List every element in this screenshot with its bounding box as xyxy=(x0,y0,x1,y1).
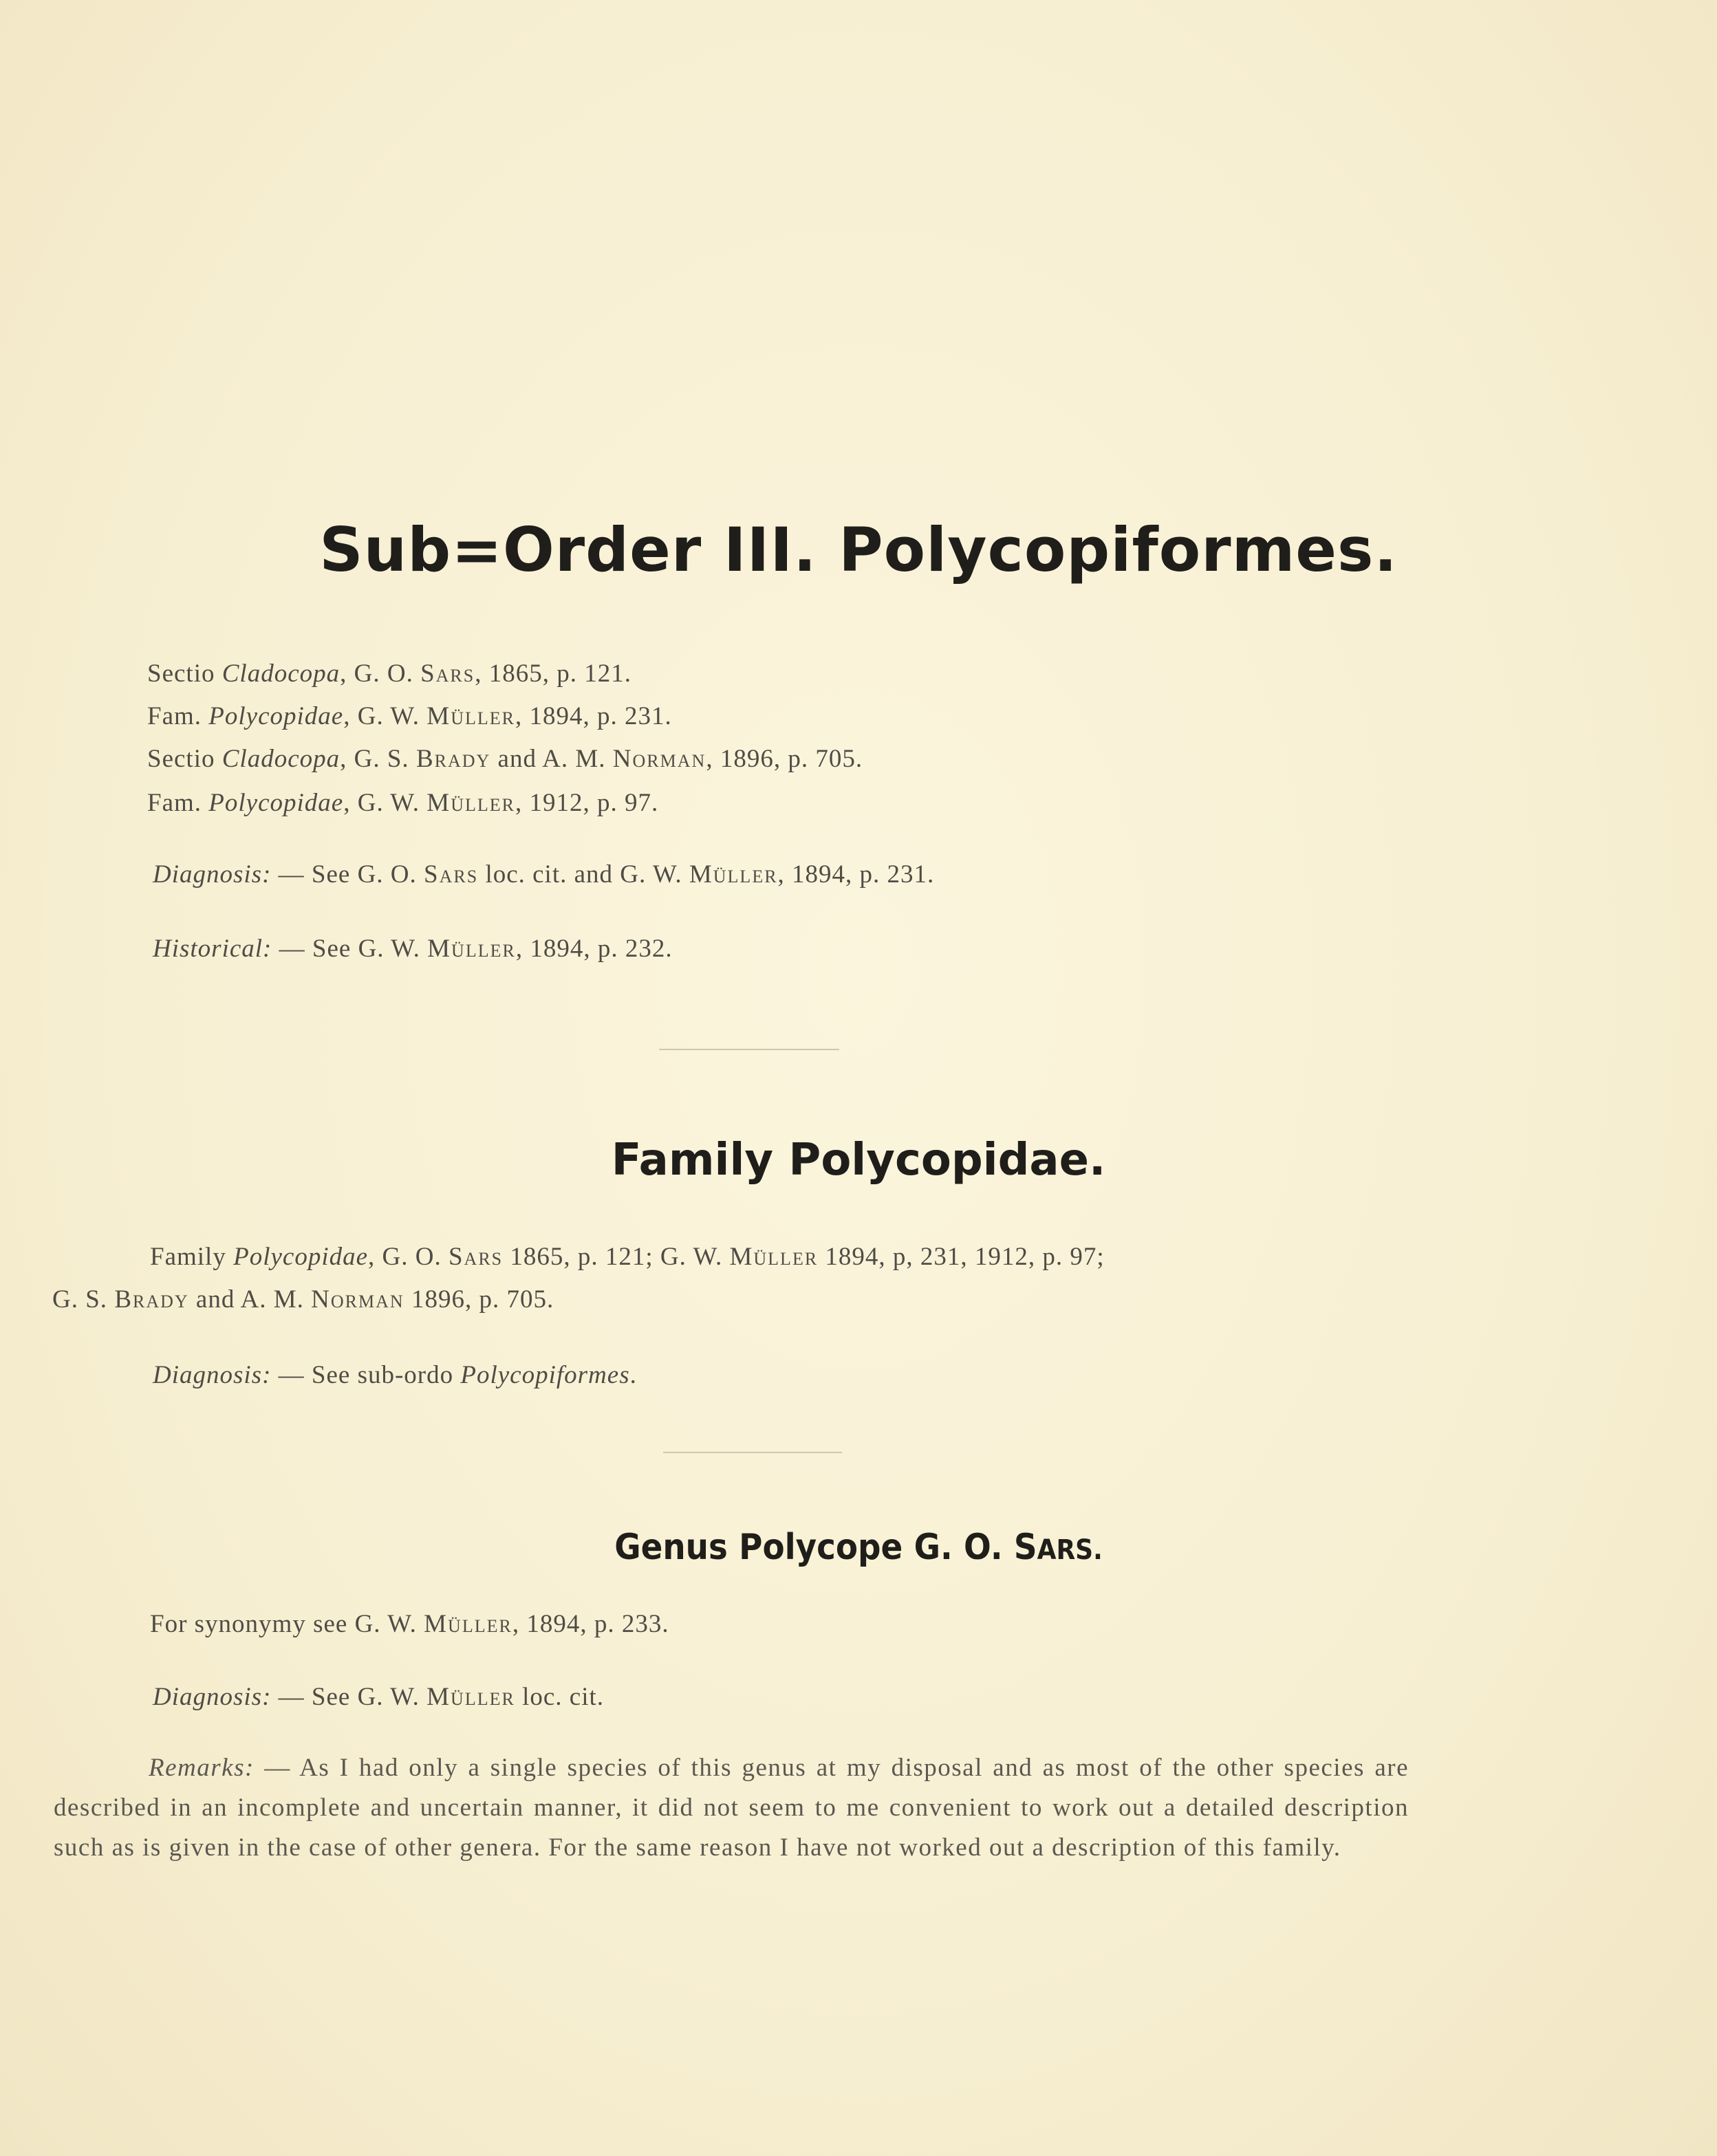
author-name: Müller xyxy=(729,1243,819,1271)
synonymy-prefix: Sectio xyxy=(147,745,222,773)
taxon-name: Polycopiformes xyxy=(460,1361,630,1389)
genus-remarks xyxy=(54,1748,1409,1868)
text-run: — See G. W. xyxy=(271,1683,427,1711)
text-run: G. S. xyxy=(52,1285,115,1314)
suborder-diagnosis xyxy=(153,860,934,889)
text-run: , 1894, p. 232. xyxy=(515,935,673,963)
family-synonymy-line-1 xyxy=(150,1242,1105,1272)
taxon-name: Polycopidae xyxy=(233,1243,369,1271)
text-run: 1894, p, 231, 1912, p. 97; xyxy=(818,1243,1105,1271)
synonymy-prefix: Sectio xyxy=(147,660,222,688)
taxon-name: Cladocopa xyxy=(222,745,341,773)
author-name: Sars xyxy=(420,660,475,688)
suborder-synonymy-line-4 xyxy=(147,788,658,818)
author-name: Sars xyxy=(424,860,479,889)
text-run: 1865, p. 121; G. W. xyxy=(503,1243,730,1271)
text-run: , G. O. xyxy=(368,1243,449,1271)
author-name: Norman xyxy=(612,745,706,773)
diagnosis-label: Diagnosis: xyxy=(153,860,272,889)
genus-heading-text: Genus Polycope G. O. xyxy=(614,1527,1014,1568)
author-name: Müller xyxy=(427,935,516,963)
suborder-historical xyxy=(153,934,673,963)
author-name: Müller xyxy=(426,1683,515,1711)
citation: , 1912, p. 97. xyxy=(515,789,659,817)
text-run: , 1894, p. 231. xyxy=(777,860,935,889)
section-divider xyxy=(663,1452,842,1453)
author-name: Müller xyxy=(424,1610,512,1638)
genus-diagnosis xyxy=(153,1682,604,1712)
genus-synonymy xyxy=(150,1609,669,1639)
text-run: Family xyxy=(150,1243,234,1271)
remarks-label: Remarks: xyxy=(149,1754,255,1782)
family-synonymy-line-2 xyxy=(52,1285,554,1314)
family-diagnosis xyxy=(153,1360,637,1390)
suborder-synonymy-line-3 xyxy=(147,744,863,774)
historical-label: Historical: xyxy=(153,935,272,963)
author-name: Sars xyxy=(448,1243,504,1271)
synonymy-prefix: Fam. xyxy=(147,702,209,730)
family-heading: Family Polycopidae. xyxy=(611,1135,1106,1186)
suborder-synonymy-line-1 xyxy=(147,659,631,688)
text-run: — See G. W. xyxy=(272,935,428,963)
remarks-text: — As I had only a single species of this genus at my disposal and as most of the other species are described in an incomplete and uncertain manner, it did not seem to me convenient to work out a detailed description such as is given in the case of other genera. For the same reason I have not worked out a description of this family. xyxy=(54,1754,1409,1862)
diagnosis-label: Diagnosis: xyxy=(153,1683,272,1711)
author-joiner: and A. M. xyxy=(490,745,613,773)
taxon-name: Polycopidae xyxy=(208,789,344,817)
author-initials: , G. W. xyxy=(343,702,427,730)
text-run: For synonymy see G. W. xyxy=(150,1610,424,1638)
text-run: — See G. O. xyxy=(271,860,424,889)
suborder-heading: Sub=Order III. Polycopiformes. xyxy=(319,514,1398,585)
author-initials: , G. S. xyxy=(340,745,416,773)
citation: , 1896, p. 705. xyxy=(706,745,863,773)
text-run: , 1894, p. 233. xyxy=(512,1610,669,1638)
section-divider xyxy=(659,1049,839,1050)
author-initials: , G. O. xyxy=(340,660,421,688)
author-name: Müller xyxy=(426,702,515,730)
text-run: 1896, p. 705. xyxy=(404,1285,554,1314)
genus-author-rest: ARS. xyxy=(1037,1534,1103,1566)
author-name: Norman xyxy=(311,1285,404,1314)
genus-author-initial: S xyxy=(1013,1527,1037,1568)
text-run: and A. M. xyxy=(188,1285,312,1314)
taxon-name: Cladocopa xyxy=(222,660,341,688)
author-name: Müller xyxy=(689,860,778,889)
author-name: Müller xyxy=(426,789,515,817)
author-name: Brady xyxy=(114,1285,189,1314)
author-initials: , G. W. xyxy=(343,789,427,817)
synonymy-prefix: Fam. xyxy=(147,789,209,817)
taxon-name: Polycopidae xyxy=(208,702,344,730)
text-run: . xyxy=(629,1361,637,1389)
author-name: Brady xyxy=(415,745,491,773)
text-run: loc. cit. xyxy=(515,1683,605,1711)
text-run: — See sub-ordo xyxy=(271,1361,461,1389)
diagnosis-label: Diagnosis: xyxy=(153,1361,272,1389)
suborder-synonymy-line-2 xyxy=(147,701,672,731)
citation: , 1894, p. 231. xyxy=(515,702,672,730)
citation: , 1865, p. 121. xyxy=(475,660,631,688)
text-run: loc. cit. and G. W. xyxy=(478,860,689,889)
genus-heading xyxy=(86,1527,1631,1568)
